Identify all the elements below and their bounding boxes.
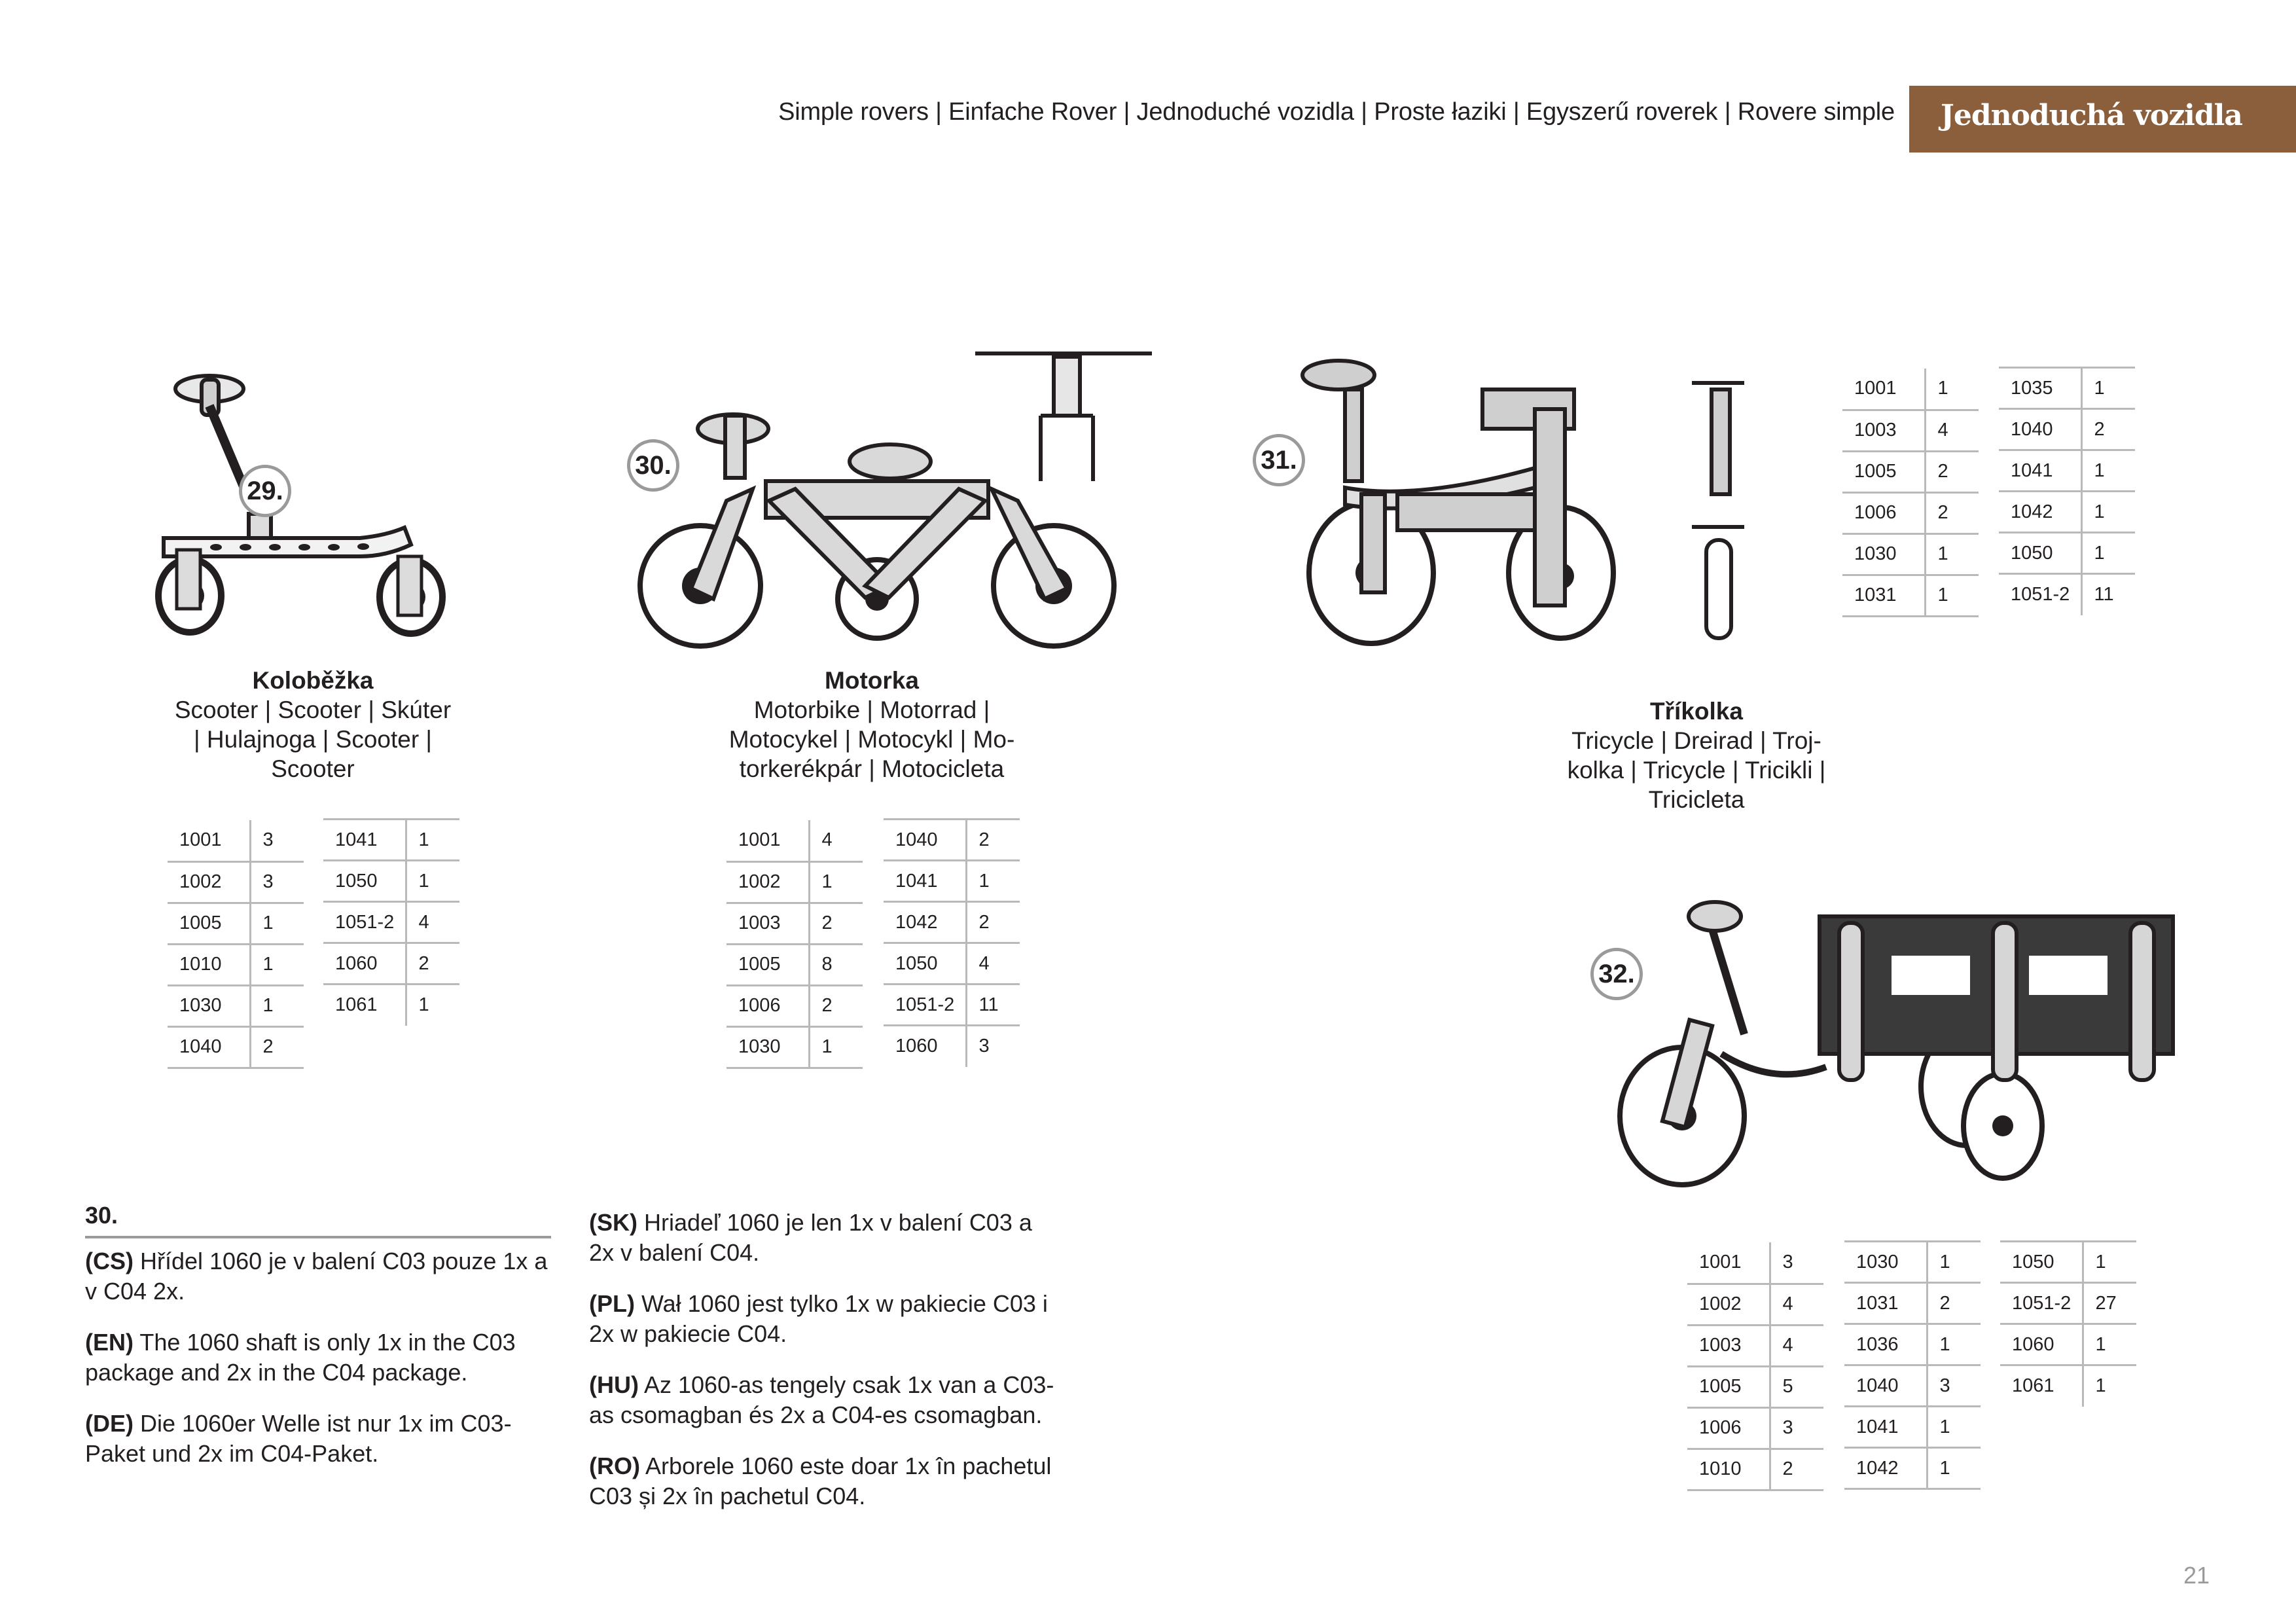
part-quantity: 11 — [2094, 584, 2114, 605]
part-number: 1030 — [726, 1026, 809, 1068]
part-quantity: 2 — [1925, 451, 1979, 492]
part-number: 1001 — [726, 820, 809, 861]
parts-row — [1842, 451, 1979, 492]
part-quantity: 1 — [1927, 1242, 1981, 1283]
part-quantity: 4 — [809, 820, 863, 861]
part-number: 1050 — [884, 943, 966, 984]
model-subtitle-line: Scooter | Scooter | Skúter — [174, 696, 452, 723]
part-quantity: 2 — [1770, 1449, 1823, 1490]
part-number: 1005 — [726, 944, 809, 985]
parts-row — [1844, 1407, 1981, 1448]
part-quantity: 4 — [1770, 1284, 1823, 1325]
part-number: 1061 — [2000, 1365, 2083, 1407]
parts-row — [1687, 1325, 1823, 1366]
parts-row — [884, 984, 1020, 1026]
notes-column-left — [85, 1246, 556, 1490]
parts-row — [323, 943, 459, 984]
note-item — [85, 1246, 556, 1307]
parts-row — [1999, 409, 2135, 450]
part-number: 1006 — [726, 985, 809, 1026]
parts-row — [323, 984, 459, 1026]
part-quantity: 1 — [2081, 533, 2135, 574]
parts-row — [1842, 410, 1979, 451]
model-number-badge: 29. — [239, 465, 291, 517]
part-quantity: 2 — [809, 985, 863, 1026]
model-number-badge: 30. — [627, 439, 679, 492]
section-title-box — [1909, 86, 2296, 153]
part-number: 1040 — [168, 1026, 250, 1068]
parts-row — [1842, 575, 1979, 616]
parts-row — [1844, 1242, 1981, 1283]
part-number: 1060 — [884, 1026, 966, 1067]
parts-row — [726, 944, 863, 985]
parts-row — [2000, 1324, 2136, 1365]
parts-row — [2000, 1365, 2136, 1407]
part-quantity: 1 — [2083, 1324, 2136, 1365]
note-text: Hřídel 1060 je v balení C03 pouze 1x a v C04 2x. — [85, 1248, 548, 1305]
part-number: 1041 — [1844, 1407, 1927, 1448]
part-quantity: 1 — [2081, 492, 2135, 533]
part-quantity: 1 — [2081, 368, 2135, 409]
part-quantity: 1 — [1925, 369, 1979, 410]
part-quantity: 1 — [809, 1026, 863, 1068]
parts-row — [1842, 533, 1979, 575]
note-lang: (EN) — [85, 1329, 134, 1356]
parts-row — [2000, 1242, 2136, 1283]
model-caption — [156, 666, 470, 784]
parts-row — [884, 820, 1020, 861]
parts-row — [1999, 450, 2135, 492]
model-title: Koloběžka — [252, 667, 374, 694]
part-number: 1042 — [884, 902, 966, 943]
part-quantity: 2 — [809, 903, 863, 944]
model-subtitle-line: Scooter — [271, 755, 355, 782]
part-quantity: 1 — [1925, 533, 1979, 575]
part-number: 1060 — [323, 943, 406, 984]
part-quantity: 4 — [406, 902, 459, 943]
part-number: 1005 — [168, 903, 250, 944]
parts-table — [323, 818, 459, 1026]
parts-row — [726, 861, 863, 903]
part-number: 1042 — [1844, 1448, 1927, 1489]
parts-row — [884, 902, 1020, 943]
note-text: Hriadeľ 1060 je len 1x v balení C03 a 2x v balení C04. — [589, 1209, 1032, 1266]
part-number: 1051-2 — [2000, 1283, 2083, 1324]
model-title: Tříkolka — [1650, 698, 1743, 725]
model-subtitle-line: | Hulajnoga | Scooter | — [193, 726, 433, 753]
model-subtitle-line: kolka | Tricycle | Tricikli | — [1567, 757, 1826, 784]
part-quantity: 1 — [2083, 1242, 2136, 1283]
parts-row — [168, 903, 304, 944]
note-lang: (SK) — [589, 1209, 637, 1236]
model-subtitle-line: Motocykel | Motocykl | Mo- — [728, 726, 1015, 753]
parts-row — [884, 861, 1020, 902]
part-number: 1003 — [1687, 1325, 1770, 1366]
part-quantity: 1 — [418, 994, 429, 1016]
part-quantity: 3 — [250, 861, 304, 903]
part-quantity: 1 — [250, 944, 304, 985]
note-lang: (RO) — [589, 1453, 640, 1479]
parts-row — [323, 820, 459, 861]
part-number: 1050 — [1999, 533, 2081, 574]
parts-row — [1842, 492, 1979, 533]
section-title: Jednoduchá vozidla — [1941, 99, 2242, 132]
parts-row — [1844, 1448, 1981, 1489]
parts-row — [168, 861, 304, 903]
part-quantity: 2 — [1925, 492, 1979, 533]
model-subtitle-line: Tricycle | Dreirad | Troj- — [1571, 727, 1821, 754]
parts-table — [1999, 367, 2135, 615]
part-number: 1061 — [323, 984, 406, 1026]
parts-row — [1999, 368, 2135, 409]
parts-table — [1842, 369, 1979, 617]
part-number: 1002 — [168, 861, 250, 903]
part-number: 1042 — [1999, 492, 2081, 533]
parts-row — [168, 1026, 304, 1068]
part-number: 1041 — [323, 820, 406, 861]
note-lang: (DE) — [85, 1410, 134, 1437]
part-quantity: 1 — [1925, 575, 1979, 616]
note-text: Wał 1060 jest tylko 1x w pakiecie C03 i 2x w pakiecie C04. — [589, 1290, 1048, 1347]
note-item — [589, 1451, 1060, 1511]
part-quantity: 2 — [1927, 1283, 1981, 1324]
parts-row — [2000, 1283, 2136, 1324]
part-quantity: 1 — [1927, 1407, 1981, 1448]
part-quantity: 2 — [250, 1026, 304, 1068]
model-caption — [1539, 696, 1854, 814]
parts-row — [726, 985, 863, 1026]
parts-table — [168, 820, 304, 1069]
part-quantity: 2 — [966, 820, 1020, 861]
part-number: 1010 — [168, 944, 250, 985]
note-text: Az 1060-as tengely csak 1x van a C03-as csomagban és 2x a C04-es csomagban. — [589, 1371, 1054, 1428]
note-item — [85, 1409, 556, 1469]
model-caption — [708, 666, 1035, 784]
part-quantity: 4 — [1925, 410, 1979, 451]
model-subtitle-line: torkerékpár | Motocicleta — [739, 755, 1005, 782]
parts-table — [1844, 1240, 1981, 1490]
part-quantity: 1 — [966, 861, 1020, 902]
part-number: 1051-2 — [1999, 574, 2081, 615]
parts-row — [1999, 492, 2135, 533]
part-quantity: 5 — [1770, 1366, 1823, 1407]
part-number: 1031 — [1844, 1283, 1927, 1324]
part-quantity: 1 — [250, 903, 304, 944]
part-number: 1001 — [1687, 1242, 1770, 1284]
note-text: Die 1060er Welle ist nur 1x im C03-Paket und 2x im C04-Paket. — [85, 1410, 512, 1467]
model-title: Motorka — [825, 667, 919, 694]
part-quantity: 27 — [2083, 1283, 2136, 1324]
parts-table — [884, 818, 1020, 1067]
part-number: 1001 — [1842, 369, 1925, 410]
section-subtitle: Simple rovers | Einfache Rover | Jednoduché vozidla | Proste łaziki | Egyszerű roverek | Rovere simple — [778, 98, 1895, 126]
part-number: 1051-2 — [884, 984, 966, 1026]
part-number: 1050 — [2000, 1242, 2083, 1283]
note-item — [589, 1208, 1060, 1268]
note-lang: (HU) — [589, 1371, 639, 1398]
note-heading: 30. — [85, 1202, 118, 1229]
part-number: 1041 — [1999, 450, 2081, 492]
parts-row — [726, 1026, 863, 1068]
part-quantity: 1 — [406, 820, 459, 861]
part-number: 1050 — [323, 861, 406, 902]
part-number: 1036 — [1844, 1324, 1927, 1365]
part-number: 1005 — [1842, 451, 1925, 492]
part-number: 1005 — [1687, 1366, 1770, 1407]
part-quantity: 1 — [809, 861, 863, 903]
model-number-badge: 32. — [1590, 948, 1643, 1000]
parts-row — [1687, 1284, 1823, 1325]
part-quantity: 3 — [1770, 1407, 1823, 1449]
parts-row — [1844, 1324, 1981, 1365]
tricycle-cart-illustration — [1610, 890, 2179, 1191]
part-number: 1040 — [1844, 1365, 1927, 1407]
parts-table — [1687, 1242, 1823, 1491]
parts-row — [726, 820, 863, 861]
parts-row — [1687, 1366, 1823, 1407]
part-quantity: 1 — [2095, 1375, 2106, 1397]
parts-row — [1999, 574, 2135, 615]
parts-table — [726, 820, 863, 1069]
part-quantity: 4 — [966, 943, 1020, 984]
model-subtitle-line: Motorbike | Motorrad | — [753, 696, 990, 723]
parts-row — [1844, 1283, 1981, 1324]
parts-row — [168, 820, 304, 861]
part-number: 1031 — [1842, 575, 1925, 616]
note-text: Arborele 1060 este doar 1x în pachetul C03 și 2x în pachetul C04. — [589, 1453, 1052, 1509]
part-quantity: 4 — [1770, 1325, 1823, 1366]
part-quantity: 2 — [966, 902, 1020, 943]
part-quantity: 1 — [1927, 1448, 1981, 1489]
parts-row — [1844, 1365, 1981, 1407]
parts-row — [1687, 1407, 1823, 1449]
note-divider — [85, 1236, 551, 1238]
part-quantity: 1 — [1927, 1324, 1981, 1365]
part-quantity: 8 — [809, 944, 863, 985]
part-number: 1041 — [884, 861, 966, 902]
scooter-illustration — [151, 367, 465, 641]
parts-row — [884, 1026, 1020, 1067]
part-quantity: 1 — [250, 985, 304, 1026]
note-item — [589, 1289, 1060, 1349]
note-lang: (CS) — [85, 1248, 134, 1274]
part-number: 1030 — [1842, 533, 1925, 575]
part-quantity: 11 — [966, 984, 1020, 1026]
part-number: 1010 — [1687, 1449, 1770, 1490]
note-item — [85, 1327, 556, 1388]
parts-row — [1842, 369, 1979, 410]
part-quantity: 2 — [406, 943, 459, 984]
model-subtitle-line: Tricicleta — [1648, 786, 1745, 813]
parts-row — [323, 902, 459, 943]
part-quantity: 3 — [250, 820, 304, 861]
parts-row — [168, 985, 304, 1026]
part-number: 1040 — [884, 820, 966, 861]
part-number: 1002 — [1687, 1284, 1770, 1325]
model-number-badge: 31. — [1253, 434, 1305, 486]
part-quantity: 3 — [1770, 1242, 1823, 1284]
notes-column-right — [589, 1208, 1060, 1532]
part-number: 1006 — [1687, 1407, 1770, 1449]
part-quantity: 1 — [406, 861, 459, 902]
parts-row — [1687, 1449, 1823, 1490]
part-number: 1051-2 — [323, 902, 406, 943]
part-quantity: 3 — [1927, 1365, 1981, 1407]
part-quantity: 3 — [978, 1036, 990, 1057]
part-number: 1035 — [1999, 368, 2081, 409]
part-number: 1060 — [2000, 1324, 2083, 1365]
parts-row — [726, 903, 863, 944]
part-number: 1002 — [726, 861, 809, 903]
part-number: 1003 — [726, 903, 809, 944]
part-number: 1040 — [1999, 409, 2081, 450]
part-quantity: 2 — [2081, 409, 2135, 450]
tricycle-illustration — [1299, 350, 1757, 651]
parts-row — [323, 861, 459, 902]
parts-row — [168, 944, 304, 985]
parts-row — [884, 943, 1020, 984]
part-number: 1001 — [168, 820, 250, 861]
part-number: 1006 — [1842, 492, 1925, 533]
note-item — [589, 1370, 1060, 1430]
parts-row — [1999, 533, 2135, 574]
part-quantity: 1 — [2081, 450, 2135, 492]
page-number: 21 — [2183, 1562, 2210, 1589]
part-number: 1030 — [168, 985, 250, 1026]
part-number: 1003 — [1842, 410, 1925, 451]
parts-row — [1687, 1242, 1823, 1284]
note-lang: (PL) — [589, 1290, 635, 1317]
motorbike-illustration — [628, 337, 1172, 658]
note-text: The 1060 shaft is only 1x in the C03 package and 2x in the C04 package. — [85, 1329, 516, 1386]
part-number: 1030 — [1844, 1242, 1927, 1283]
parts-table — [2000, 1240, 2136, 1407]
